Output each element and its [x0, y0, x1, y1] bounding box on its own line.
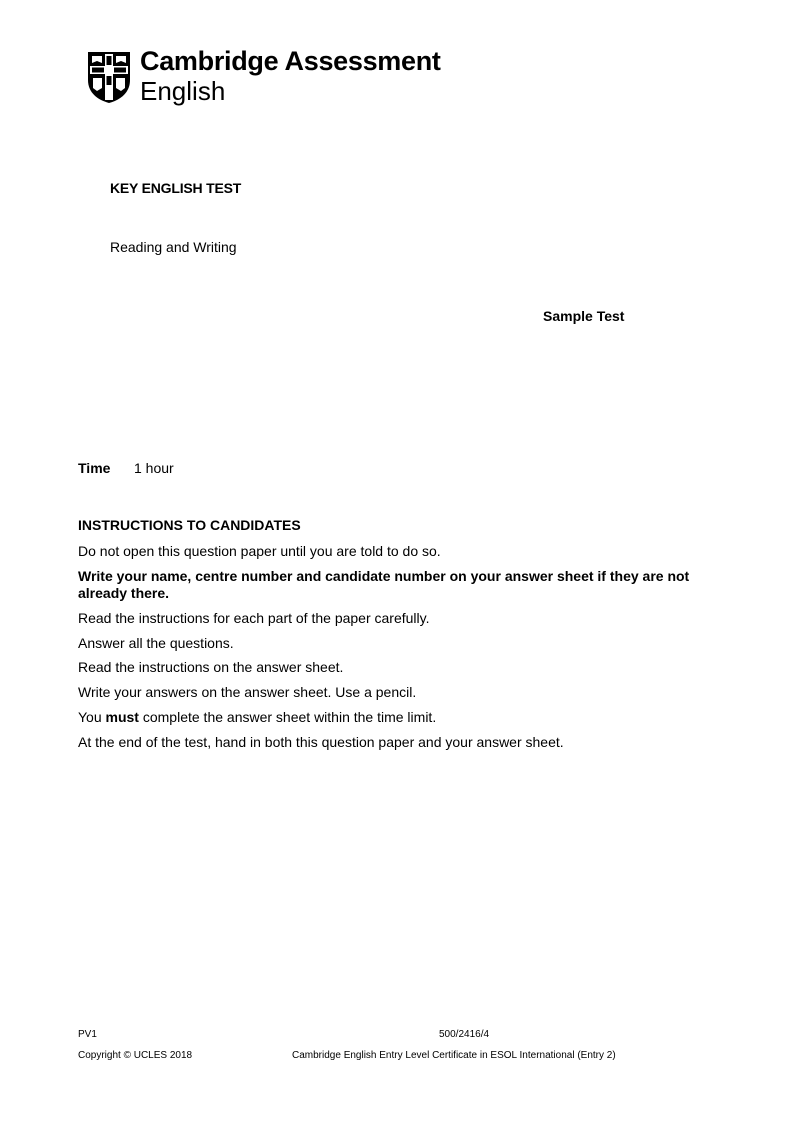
instruction-line: Read the instructions on the answer sheet. — [78, 659, 344, 675]
instruction-line: Write your answers on the answer sheet. Use a pencil. — [78, 684, 417, 700]
instructions-heading: INSTRUCTIONS TO CANDIDATES — [78, 517, 301, 533]
instruction-line: At the end of the test, hand in both this question paper and your answer sheet. — [78, 734, 564, 750]
footer-code: PV1 — [78, 1029, 97, 1040]
footer-copyright: Copyright © UCLES 2018 — [78, 1050, 193, 1061]
footer-reference: 500/2416/4 — [439, 1029, 490, 1040]
instruction-line: Answer all the questions. — [78, 635, 234, 651]
instruction-line: Read the instructions for each part of the paper carefully. — [78, 610, 430, 626]
instruction-emphasis: must — [105, 709, 139, 725]
time-value: 1 hour — [134, 460, 174, 476]
test-title: KEY ENGLISH TEST — [110, 180, 242, 196]
instruction-line — [78, 709, 718, 726]
time-label: Time — [78, 460, 111, 476]
cambridge-logo — [86, 46, 441, 110]
instruction-text: You — [78, 709, 106, 725]
instruction-line: Write your name, centre number and candidate number on your answer sheet if they are not already there. — [78, 568, 690, 601]
instruction-line: Do not open this question paper until you are told to do so. — [78, 543, 441, 559]
paper-component: Reading and Writing — [110, 239, 237, 255]
logo-wordmark-line2: English — [140, 76, 226, 106]
cambridge-shield-icon — [86, 50, 132, 104]
instruction-text: complete the answer sheet within the time limit. — [138, 709, 437, 725]
footer-qualification: Cambridge English Entry Level Certificate in ESOL International (Entry 2) — [292, 1050, 616, 1061]
logo-wordmark-line1: Cambridge Assessment — [140, 46, 441, 76]
sample-test-label: Sample Test — [543, 308, 625, 324]
